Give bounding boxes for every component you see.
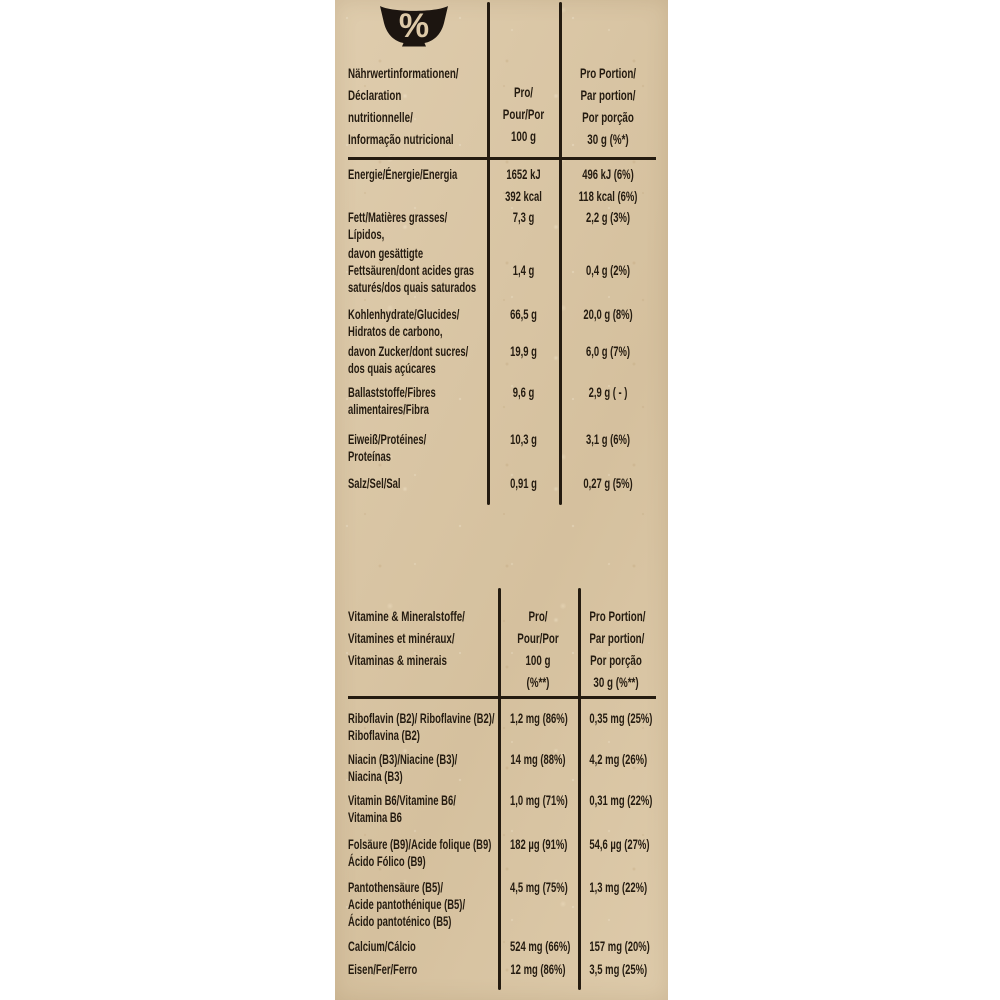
value-energy-per-100g: 1652 kJ 392 kcal xyxy=(505,167,542,204)
value-iron-per-portion: 3,5 mg (25%) xyxy=(589,962,648,977)
table2-column-divider-1 xyxy=(498,588,501,990)
row-label-protein: Eiweiß/Protéines/ Proteínas xyxy=(348,432,427,464)
row-label-niacin: Niacin (B3)/Niacine (B3)/ Niacina (B3) xyxy=(348,752,458,784)
table1-header-title xyxy=(348,62,459,150)
header-line: Pro Portion/ xyxy=(579,65,637,81)
value-fat-per-portion: 2,2 g (3%) xyxy=(585,210,631,225)
table1-header-per-portion xyxy=(574,62,641,150)
value-iron-per-100g: 12 mg (86%) xyxy=(510,962,566,977)
row-label-vitamin-b6: Vitamin B6/Vitamine B6/ Vitamina B6 xyxy=(348,793,456,825)
header-line: Par portion/ xyxy=(580,87,636,103)
value-riboflavin-per-portion: 0,35 mg (25%) xyxy=(589,711,653,726)
table1-header-rule xyxy=(348,157,656,160)
value-protein-per-portion: 3,1 g (6%) xyxy=(585,432,631,447)
value-riboflavin-per-100g: 1,2 mg (86%) xyxy=(510,711,568,726)
row-label-fat: Fett/Matières grasses/ Lípidos, xyxy=(348,210,448,242)
table1-column-divider-2 xyxy=(559,2,562,505)
nutrition-label-panel xyxy=(335,0,668,1000)
row-label-carbohydrate: Kohlenhydrate/Glucides/ Hidratos de carbono, xyxy=(348,307,460,339)
value-pantothenic-acid-per-100g: 4,5 mg (75%) xyxy=(510,880,568,895)
value-niacin-per-100g: 14 mg (88%) xyxy=(510,752,566,767)
table2-header-per-portion: Pro Portion/ Par portion/ Por porção 30 g (%**) xyxy=(589,608,646,690)
value-energy-per-portion: 496 kJ (6%) 118 kcal (6%) xyxy=(578,167,638,204)
row-label-riboflavin: Riboflavin (B2)/ Riboflavine (B2)/ Riboflavina (B2) xyxy=(348,711,495,743)
value-calcium-per-portion: 157 mg (20%) xyxy=(589,939,650,954)
header-line: Nährwertinformationen/ xyxy=(348,65,459,81)
value-calcium-per-100g: 524 mg (66%) xyxy=(510,939,571,954)
value-vitamin-b6-per-portion: 0,31 mg (22%) xyxy=(589,793,653,808)
row-label-calcium: Calcium/Cálcio xyxy=(348,939,416,954)
header-line: Déclaration xyxy=(348,87,402,103)
row-label-folic-acid: Folsäure (B9)/Acide folique (B9) Ácido Fólico (B9) xyxy=(348,837,492,869)
value-sugars-per-100g: 19,9 g xyxy=(510,344,537,359)
header-line: Pour/Por xyxy=(502,106,545,122)
percent-glyph: % xyxy=(398,7,430,45)
header-line: 30 g (%*) xyxy=(587,131,629,147)
header-line: 100 g xyxy=(510,128,537,144)
value-fibre-per-100g: 9,6 g xyxy=(512,385,535,400)
row-label-sugars: davon Zucker/dont sucres/ dos quais açúcares xyxy=(348,344,469,376)
table2-header-rule xyxy=(348,696,656,699)
row-label-iron: Eisen/Fer/Ferro xyxy=(348,962,418,977)
header-line: Informação nutricional xyxy=(348,131,454,147)
cereal-bowl-percent-icon xyxy=(378,3,450,49)
table1-header-per-100g xyxy=(498,81,549,147)
header-line: Por porção xyxy=(582,109,634,125)
header-line: nutritionnelle/ xyxy=(348,109,413,125)
value-salt-per-100g: 0,91 g xyxy=(510,476,537,491)
value-fibre-per-portion: 2,9 g ( - ) xyxy=(588,385,628,400)
header-line: Pro/ xyxy=(513,84,534,100)
value-salt-per-portion: 0,27 g (5%) xyxy=(583,476,633,491)
row-label-salt: Salz/Sel/Sal xyxy=(348,476,401,491)
value-vitamin-b6-per-100g: 1,0 mg (71%) xyxy=(510,793,568,808)
value-folic-acid-per-100g: 182 µg (91%) xyxy=(510,837,568,852)
row-label-pantothenic-acid: Pantothensäure (B5)/ Acide pantothénique (B5)/ Ácido pantoténico (B5) xyxy=(348,880,466,929)
row-label-saturated-fat: davon gesättigte Fettsäuren/dont acides gras saturés/dos quais saturados xyxy=(348,246,477,295)
value-pantothenic-acid-per-portion: 1,3 mg (22%) xyxy=(589,880,648,895)
value-sugars-per-portion: 6,0 g (7%) xyxy=(585,344,631,359)
value-saturated-fat-per-portion: 0,4 g (2%) xyxy=(585,263,631,278)
value-niacin-per-portion: 4,2 mg (26%) xyxy=(589,752,648,767)
table1-column-divider-1 xyxy=(487,2,490,505)
table2-column-divider-2 xyxy=(578,588,581,990)
value-carbohydrate-per-100g: 66,5 g xyxy=(510,307,537,322)
row-label-fibre: Ballaststoffe/Fibres alimentaires/Fibra xyxy=(348,385,436,417)
table2-header-title: Vitamine & Mineralstoffe/ Vitamines et minéraux/ Vitaminas & minerais xyxy=(348,608,465,668)
value-carbohydrate-per-portion: 20,0 g (8%) xyxy=(583,307,633,322)
row-label-energy: Energie/Énergie/Energia xyxy=(348,167,458,182)
value-saturated-fat-per-100g: 1,4 g xyxy=(512,263,535,278)
value-protein-per-100g: 10,3 g xyxy=(510,432,537,447)
value-folic-acid-per-portion: 54,6 µg (27%) xyxy=(589,837,650,852)
table2-header-per-100g: Pro/ Pour/Por 100 g (%**) xyxy=(517,608,559,690)
value-fat-per-100g: 7,3 g xyxy=(512,210,535,225)
